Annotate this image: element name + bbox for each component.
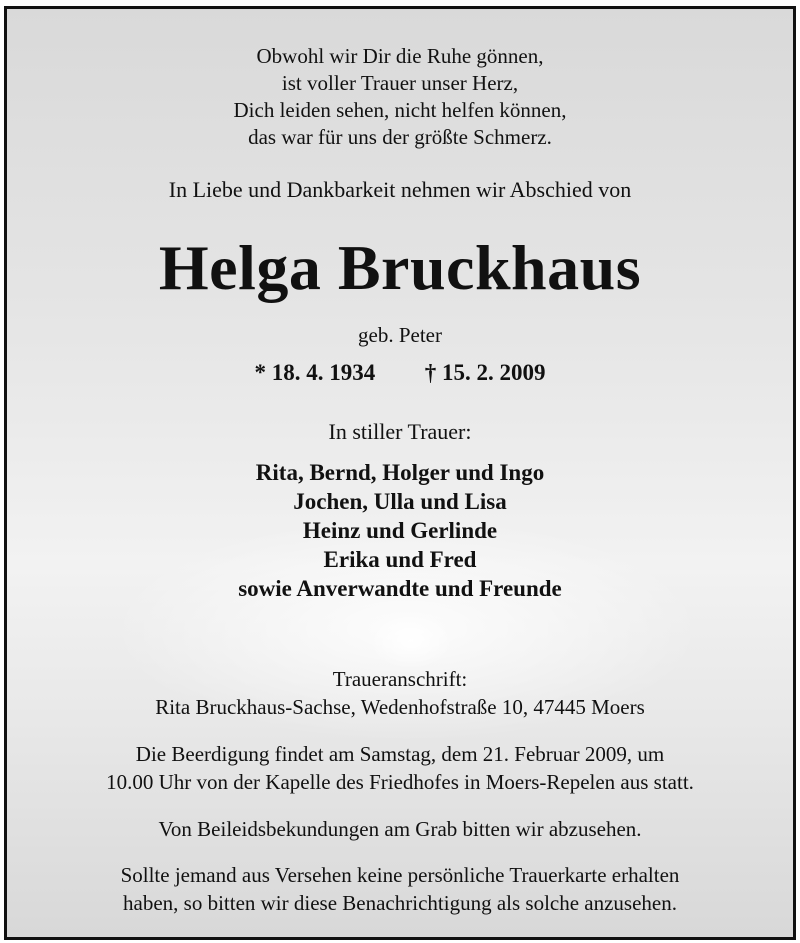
birth-date: * 18. 4. 1934 [254,360,376,385]
closing-line: haben, so bitten wir diese Benachrichtigung als solche anzusehen. [123,891,677,915]
obituary-notice [4,6,796,940]
poem-line: Obwohl wir Dir die Ruhe gönnen, [256,44,544,68]
life-dates [7,360,793,386]
mourner-line: Jochen, Ulla und Lisa [293,489,507,514]
mourner-line: Erika und Fred [323,547,477,572]
address-value: Rita Bruckhaus-Sachse, Wedenhofstraße 10, 47445 Moers [155,695,645,719]
mourner-line: Heinz und Gerlinde [302,518,498,543]
deceased-name: Helga Bruckhaus [158,232,642,303]
farewell-intro: In Liebe und Dankbarkeit nehmen wir Abschied von [168,177,632,202]
death-date: † 15. 2. 2009 [424,360,546,385]
address-label: Traueranschrift: [332,667,468,691]
funeral-line: Die Beerdigung findet am Samstag, dem 21. Februar 2009, um [135,742,665,766]
poem-line: ist voller Trauer unser Herz, [281,71,519,95]
birth-name: geb. Peter [358,323,442,347]
mourner-line: sowie Anverwandte und Freunde [238,576,562,601]
poem-line: das war für uns der größte Schmerz. [248,125,552,149]
poem-line: Dich leiden sehen, nicht helfen können, [233,98,567,122]
closing-line: Sollte jemand aus Versehen keine persönliche Trauerkarte erhalten [120,863,680,887]
funeral-line: 10.00 Uhr von der Kapelle des Friedhofes in Moers-Repelen aus statt. [106,770,694,794]
mourning-label: In stiller Trauer: [328,419,472,444]
condolence-note: Von Beileidsbekundungen am Grab bitten wir abzusehen. [158,817,642,841]
mourner-line: Rita, Bernd, Holger und Ingo [255,460,545,485]
